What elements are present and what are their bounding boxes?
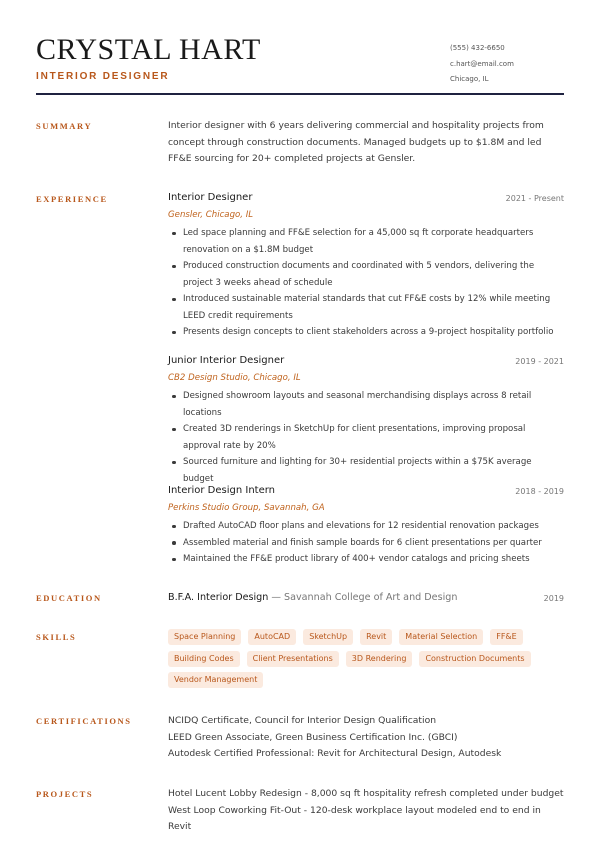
job-header: [168, 353, 564, 370]
job-entry: [168, 353, 564, 483]
skill-tag: FF&E: [490, 629, 523, 645]
skill-tag: 3D Rendering: [346, 651, 413, 667]
bullet-item: Designed showroom layouts and seasonal merchandising displays across 8 retail locations: [168, 388, 564, 421]
bullet-item: Sourced furniture and lighting for 30+ residential projects within a $75K average budget: [168, 454, 564, 487]
bullet-item: Led space planning and FF&E selection for a 45,000 sq ft corporate headquarters renovation on a $1.8M budget: [168, 225, 564, 258]
project-item: Hotel Lucent Lobby Redesign - 8,000 sq ft hospitality refresh completed under budget: [168, 788, 564, 799]
certifications-list: [168, 713, 564, 763]
project-item: West Loop Coworking Fit-Out - 120-desk workplace layout modeled end to end in Revit: [168, 804, 541, 832]
projects-heading: PROJECTS: [36, 789, 94, 799]
skill-tag: Vendor Management: [168, 672, 263, 688]
skills-body: [168, 629, 564, 694]
education-body: [168, 589, 564, 606]
resume-header: [36, 32, 564, 96]
skill-tag: Client Presentations: [247, 651, 339, 667]
education-degree: B.F.A. Interior Design: [168, 592, 269, 603]
candidate-role: INTERIOR DESIGNER: [36, 71, 170, 82]
job-organization: Perkins Studio Group, Savannah, GA: [168, 503, 325, 513]
job-bullets: [168, 225, 564, 341]
skill-tag: Material Selection: [399, 629, 483, 645]
job-title: Interior Design Intern: [168, 485, 275, 496]
bullet-item: Assembled material and finish sample boards for 6 client presentations per quarter: [168, 535, 564, 552]
certification-item: LEED Green Associate, Green Business Certification Inc. (GBCI): [168, 731, 458, 743]
certification-item: Autodesk Certified Professional: Revit for Architectural Design, Autodesk: [168, 748, 502, 759]
job-title: Junior Interior Designer: [168, 355, 285, 366]
bullet-item: Introduced sustainable material standards that cut FF&E costs by 12% while meeting LEED credit requirements: [168, 291, 564, 324]
contact-email: c.hart@email.com: [450, 59, 514, 68]
header-divider: [36, 93, 564, 95]
job-organization: Gensler, Chicago, IL: [168, 210, 254, 220]
job-date: 2018 - 2019: [515, 487, 564, 496]
education-school: Savannah College of Art and Design: [284, 592, 458, 603]
bullet-item: Created 3D renderings in SketchUp for client presentations, improving proposal approval rate by 20%: [168, 421, 564, 454]
job-date: 2021 - Present: [505, 194, 564, 203]
contact-block: [450, 41, 514, 88]
bullet-item: Presents design concepts to client stakeholders across a 9-project hospitality portfolio: [168, 324, 564, 341]
contact-phone: (555) 432-6650: [450, 44, 505, 52]
skill-tag: AutoCAD: [248, 629, 296, 645]
job-entry: [168, 190, 564, 353]
job-entry: [168, 483, 564, 568]
education-heading: EDUCATION: [36, 593, 102, 603]
job-title: Interior Designer: [168, 192, 253, 203]
job-header: [168, 483, 564, 500]
certification-item: NCIDQ Certificate, Council for Interior Design Qualification: [168, 715, 437, 726]
certifications-heading: CERTIFICATIONS: [36, 716, 132, 726]
candidate-name: CRYSTAL HART: [36, 33, 261, 66]
skill-tag: Space Planning: [168, 629, 241, 645]
contact-location: Chicago, IL: [450, 75, 489, 83]
job-organization: CB2 Design Studio, Chicago, IL: [168, 373, 301, 383]
bullet-item: Maintained the FF&E product library of 400+ vendor catalogs and pricing sheets: [168, 551, 564, 568]
summary-heading: SUMMARY: [36, 121, 93, 131]
job-bullets: [168, 518, 564, 568]
projects-list: [168, 786, 564, 836]
job-bullets: [168, 388, 564, 487]
education-year: 2019: [543, 594, 564, 603]
skill-tag: Construction Documents: [419, 651, 530, 667]
experience-list: [168, 190, 564, 568]
education-separator: —: [268, 592, 285, 603]
skills-heading: SKILLS: [36, 632, 77, 642]
bullet-item: Drafted AutoCAD floor plans and elevations for 12 residential renovation packages: [168, 518, 564, 535]
job-header: [168, 190, 564, 207]
skill-tag: SketchUp: [303, 629, 353, 645]
job-date: 2019 - 2021: [515, 357, 564, 366]
skill-tags: [168, 629, 564, 694]
skill-tag: Building Codes: [168, 651, 240, 667]
skill-tag: Revit: [360, 629, 392, 645]
education-entry: [168, 589, 564, 606]
summary-text: Interior designer with 6 years delivering commercial and hospitality projects from concept through construction documents. Managed budgets up to $1.8M and led FF&E sourcing for 20+ completed projects at Gensler.: [168, 120, 544, 164]
experience-heading: EXPERIENCE: [36, 194, 108, 204]
bullet-item: Produced construction documents and coordinated with 5 vendors, delivering the project 3 weeks ahead of schedule: [168, 258, 564, 291]
